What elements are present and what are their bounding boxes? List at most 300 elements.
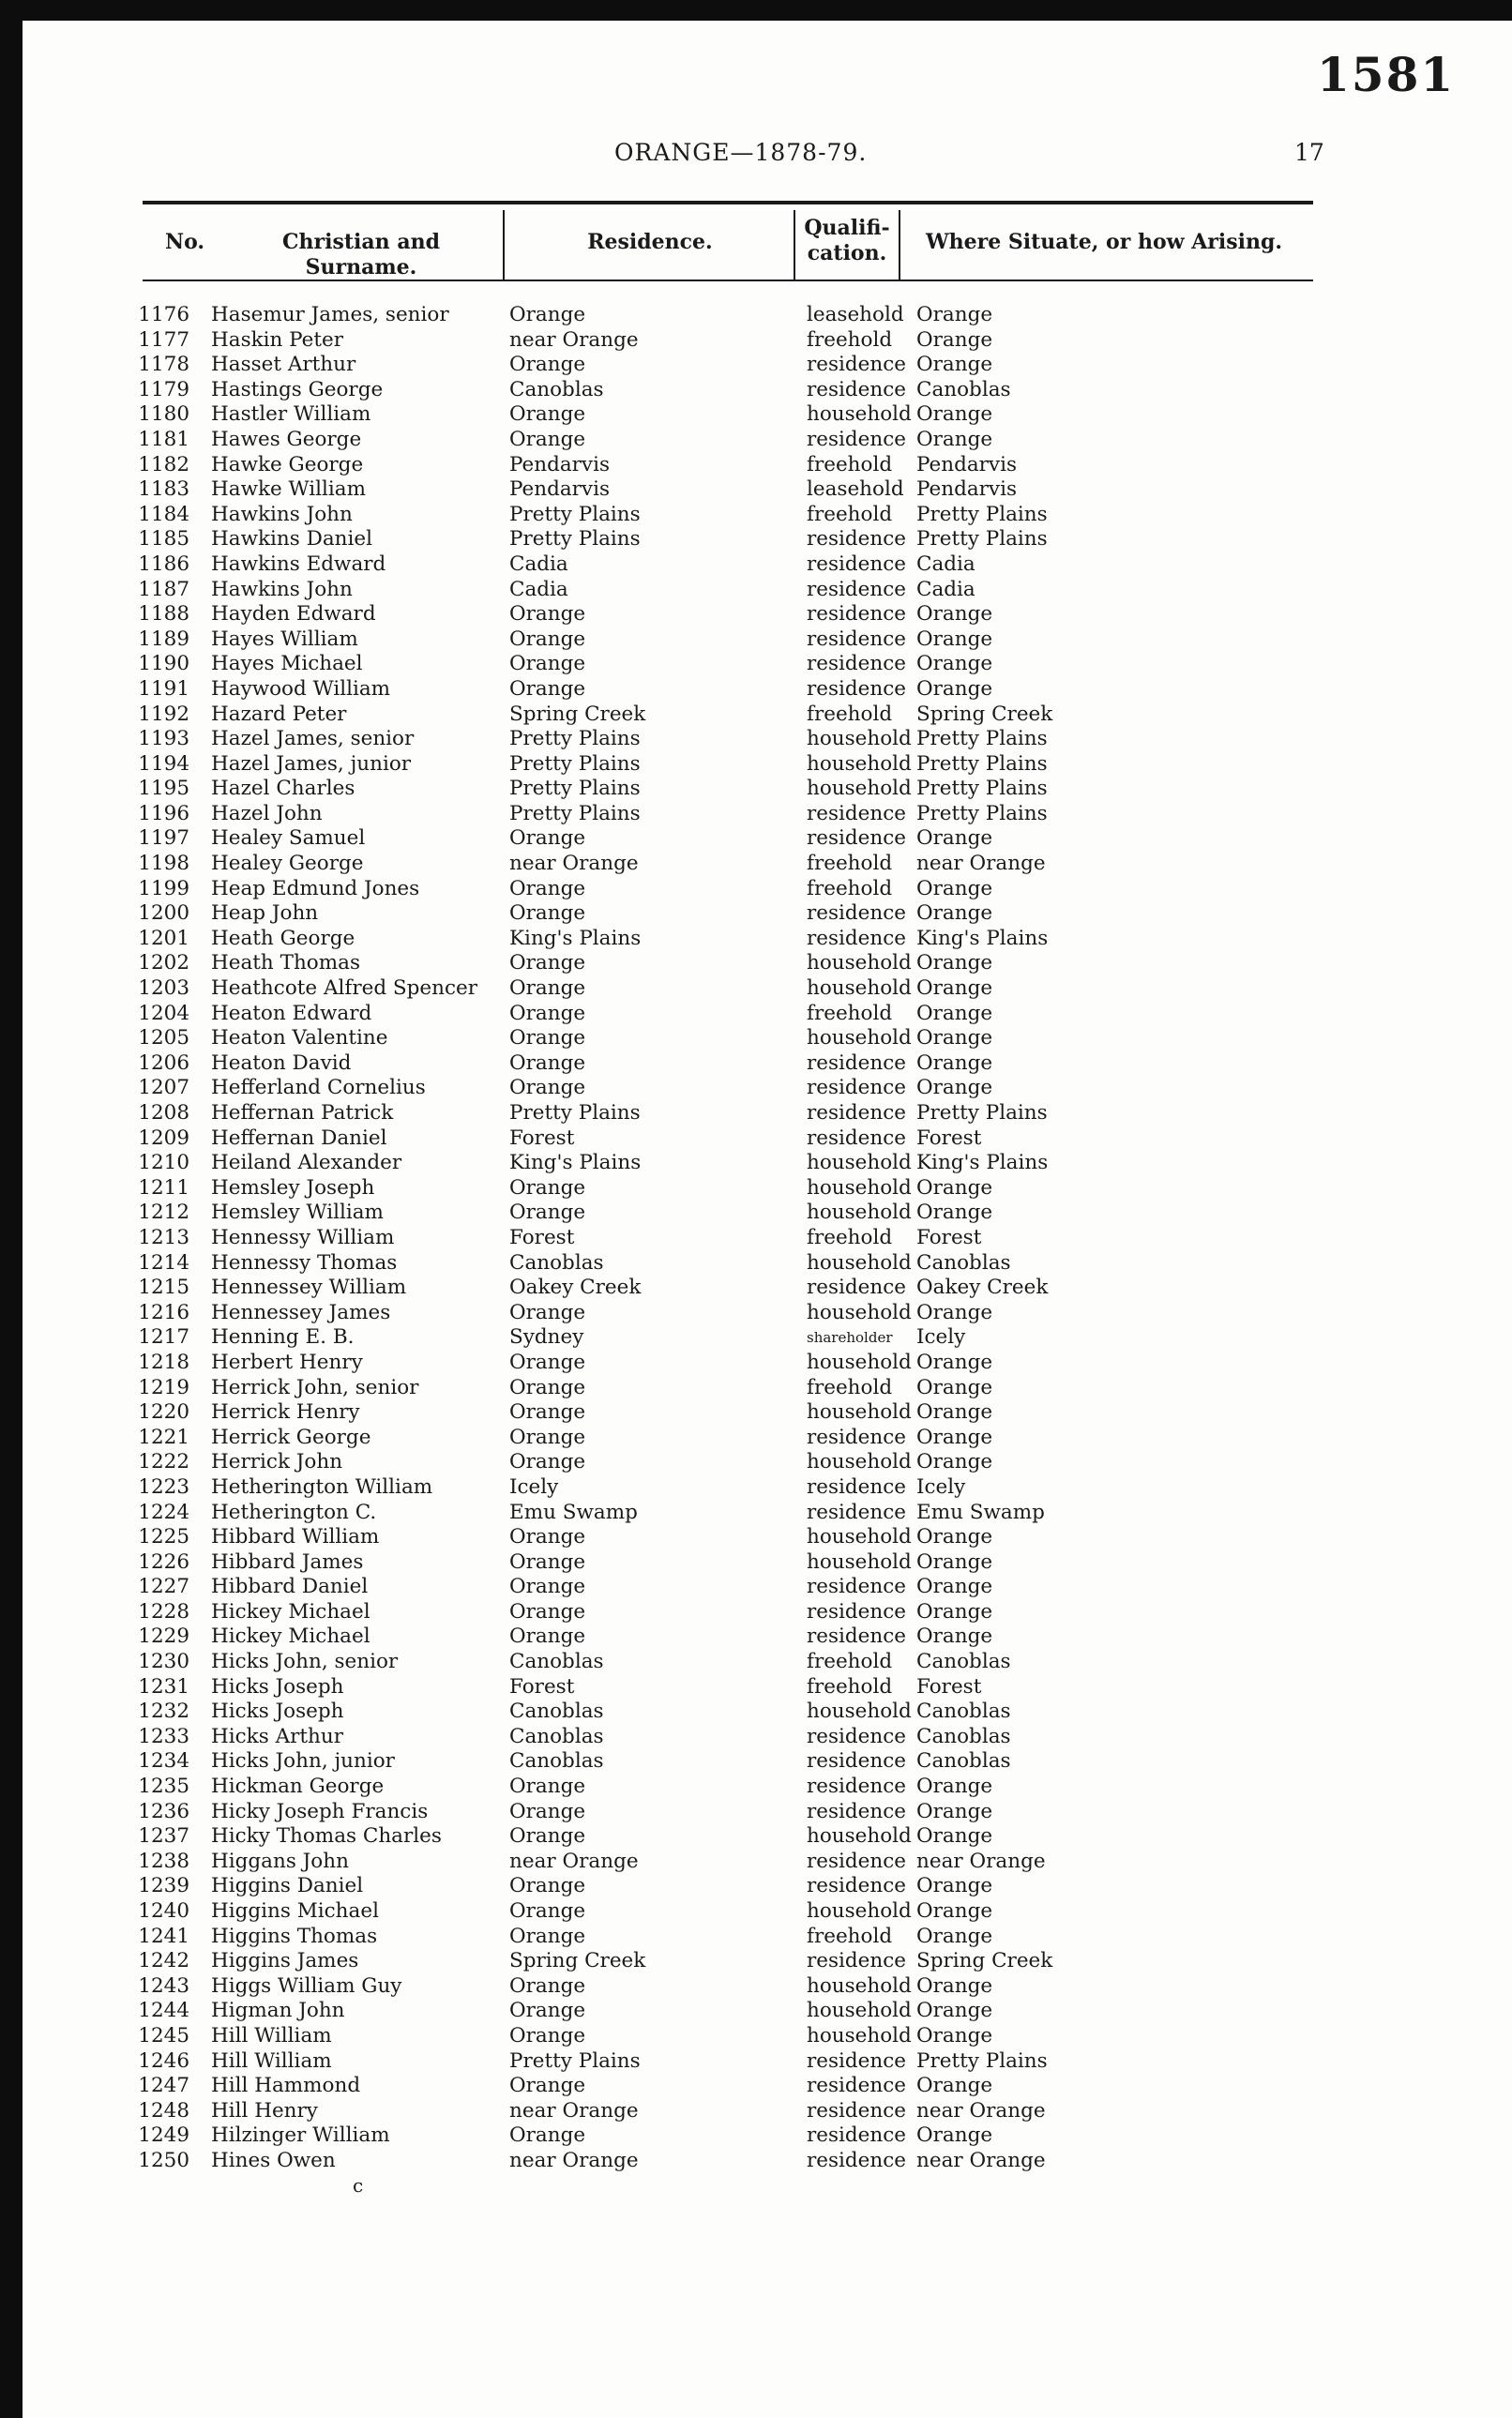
entry-number: 1230 bbox=[138, 1650, 189, 1674]
entry-qualification: household bbox=[807, 1899, 912, 1923]
entry-number: 1189 bbox=[138, 627, 189, 651]
entry-name: Hibbard James bbox=[211, 1549, 364, 1574]
entry-qualification: residence bbox=[807, 801, 907, 825]
table-row bbox=[0, 328, 1512, 354]
entry-where-situate: Oakey Creek bbox=[916, 1276, 1049, 1300]
table-row bbox=[0, 1126, 1512, 1152]
entry-qualification: residence bbox=[807, 1599, 907, 1624]
entry-residence: Orange bbox=[509, 1001, 586, 1025]
entry-name: Hayes William bbox=[211, 627, 358, 651]
entry-where-situate: Orange bbox=[916, 1549, 993, 1574]
entry-number: 1238 bbox=[138, 1849, 189, 1873]
entry-number: 1225 bbox=[138, 1525, 189, 1549]
entry-qualification: residence bbox=[807, 1625, 907, 1649]
entry-name: Hicks John, senior bbox=[211, 1650, 399, 1674]
entry-qualification: residence bbox=[807, 552, 907, 576]
entry-number: 1212 bbox=[138, 1201, 189, 1225]
entry-qualification: household bbox=[807, 1175, 912, 1200]
table-row bbox=[0, 1026, 1512, 1051]
table-row bbox=[0, 1625, 1512, 1650]
table-row bbox=[0, 2074, 1512, 2099]
table-row bbox=[0, 777, 1512, 802]
entry-qualification: residence bbox=[807, 1276, 907, 1300]
table-row bbox=[0, 1501, 1512, 1526]
table-row bbox=[0, 627, 1512, 653]
entry-where-situate: Orange bbox=[916, 2023, 993, 2048]
entry-name: Hicks Arthur bbox=[211, 1724, 343, 1748]
entry-number: 1232 bbox=[138, 1700, 189, 1724]
entry-residence: Orange bbox=[509, 1575, 586, 1599]
entry-name: Higgans John bbox=[211, 1849, 349, 1873]
entry-where-situate: Orange bbox=[916, 1175, 993, 1200]
entry-where-situate: Pendarvis bbox=[916, 477, 1017, 502]
entry-name: Hennessey James bbox=[211, 1300, 391, 1324]
entry-residence: Orange bbox=[509, 1350, 586, 1374]
entry-where-situate: Orange bbox=[916, 1625, 993, 1649]
table-row bbox=[0, 703, 1512, 728]
entry-where-situate: Orange bbox=[916, 303, 993, 326]
entry-residence: Oakey Creek bbox=[509, 1276, 642, 1300]
entry-where-situate: Pretty Plains bbox=[916, 777, 1048, 801]
entry-name: Hill William bbox=[211, 2023, 332, 2048]
entry-name: Hickey Michael bbox=[211, 1625, 370, 1649]
entry-where-situate: Orange bbox=[916, 1375, 993, 1399]
entry-qualification: household bbox=[807, 751, 912, 776]
entry-residence: King's Plains bbox=[509, 926, 642, 950]
entry-where-situate: Orange bbox=[916, 1400, 993, 1425]
entry-residence: Forest bbox=[509, 1126, 575, 1150]
entry-qualification: residence bbox=[807, 826, 907, 851]
entry-number: 1220 bbox=[138, 1400, 189, 1425]
entry-name: Hickey Michael bbox=[211, 1599, 370, 1624]
entry-where-situate: Pendarvis bbox=[916, 452, 1017, 476]
table-row bbox=[0, 1899, 1512, 1925]
entry-qualification: household bbox=[807, 1549, 912, 1574]
entry-qualification: household bbox=[807, 951, 912, 975]
entry-number: 1197 bbox=[138, 826, 189, 851]
entry-where-situate: Pretty Plains bbox=[916, 751, 1048, 776]
entry-where-situate: Orange bbox=[916, 876, 993, 900]
entry-residence: Orange bbox=[509, 1026, 586, 1050]
table-row bbox=[0, 1725, 1512, 1750]
table-top-rule bbox=[143, 201, 1313, 204]
entry-qualification: residence bbox=[807, 577, 907, 601]
entry-where-situate: Orange bbox=[916, 1824, 993, 1849]
entry-number: 1186 bbox=[138, 552, 189, 576]
entry-name: Hazel James, junior bbox=[211, 751, 412, 776]
entry-where-situate: Orange bbox=[916, 1599, 993, 1624]
entry-name: Heffernan Patrick bbox=[211, 1101, 394, 1125]
entry-number: 1234 bbox=[138, 1749, 189, 1774]
table-row bbox=[0, 901, 1512, 927]
entry-name: Hawkins John bbox=[211, 577, 353, 601]
table-row bbox=[0, 1650, 1512, 1675]
entry-number: 1235 bbox=[138, 1775, 189, 1799]
entry-number: 1202 bbox=[138, 951, 189, 975]
entry-where-situate: Orange bbox=[916, 427, 993, 451]
entry-where-situate: Cadia bbox=[916, 552, 975, 576]
entry-number: 1183 bbox=[138, 477, 189, 502]
entry-number: 1208 bbox=[138, 1101, 189, 1125]
entry-name: Heath Thomas bbox=[211, 951, 360, 975]
entry-number: 1184 bbox=[138, 502, 189, 526]
entry-number: 1191 bbox=[138, 676, 189, 701]
table-row bbox=[0, 1450, 1512, 1475]
entry-name: Hickman George bbox=[211, 1775, 385, 1799]
column-header-qualification-line2: cation. bbox=[807, 241, 887, 265]
entry-residence: Orange bbox=[509, 1400, 586, 1425]
entry-residence: Forest bbox=[509, 1225, 575, 1249]
entry-qualification: residence bbox=[807, 627, 907, 651]
table-row bbox=[0, 1575, 1512, 1600]
entry-residence: Orange bbox=[509, 652, 586, 676]
entry-residence: Orange bbox=[509, 951, 586, 975]
entry-qualification: residence bbox=[807, 1050, 907, 1075]
table-row bbox=[0, 477, 1512, 503]
entry-qualification: residence bbox=[807, 527, 907, 552]
entry-number: 1240 bbox=[138, 1899, 189, 1923]
entry-qualification: freehold bbox=[807, 452, 893, 476]
entry-number: 1194 bbox=[138, 751, 189, 776]
entry-where-situate: near Orange bbox=[916, 1849, 1046, 1873]
entry-where-situate: Pretty Plains bbox=[916, 1101, 1048, 1125]
entry-number: 1213 bbox=[138, 1225, 189, 1249]
entry-qualification: residence bbox=[807, 1101, 907, 1125]
entry-name: Hill Hammond bbox=[211, 2074, 361, 2098]
entry-number: 1177 bbox=[138, 327, 189, 352]
entry-name: Hawes George bbox=[211, 427, 362, 451]
entry-name: Higgins Michael bbox=[211, 1899, 379, 1923]
entry-qualification: household bbox=[807, 1250, 912, 1275]
entry-where-situate: Cadia bbox=[916, 577, 975, 601]
entry-residence: Orange bbox=[509, 1775, 586, 1799]
entry-where-situate: Forest bbox=[916, 1126, 982, 1150]
entry-number: 1250 bbox=[138, 2148, 189, 2172]
entry-residence: Orange bbox=[509, 1799, 586, 1823]
entry-name: Haywood William bbox=[211, 676, 391, 701]
table-row bbox=[0, 1824, 1512, 1850]
entry-where-situate: Pretty Plains bbox=[916, 502, 1048, 526]
entry-where-situate: near Orange bbox=[916, 2148, 1046, 2172]
entry-number: 1214 bbox=[138, 1250, 189, 1275]
entry-where-situate: Orange bbox=[916, 1026, 993, 1050]
entry-where-situate: Pretty Plains bbox=[916, 527, 1048, 552]
entry-qualification: residence bbox=[807, 427, 907, 451]
entry-name: Heap John bbox=[211, 901, 319, 926]
entry-residence: Pretty Plains bbox=[509, 751, 641, 776]
entry-residence: Spring Creek bbox=[509, 702, 646, 726]
entry-residence: Orange bbox=[509, 1450, 586, 1474]
entry-where-situate: Orange bbox=[916, 1575, 993, 1599]
entry-number: 1233 bbox=[138, 1724, 189, 1748]
column-header-where: Where Situate, or how Arising. bbox=[925, 230, 1283, 254]
entry-qualification: household bbox=[807, 1201, 912, 1225]
table-row bbox=[0, 1426, 1512, 1451]
entry-where-situate: Orange bbox=[916, 1775, 993, 1799]
entry-where-situate: Pretty Plains bbox=[916, 2048, 1048, 2073]
entry-residence: Canoblas bbox=[509, 1650, 604, 1674]
entry-qualification: freehold bbox=[807, 1674, 893, 1699]
entry-name: Hawke William bbox=[211, 477, 366, 502]
entry-name: Hasemur James, senior bbox=[211, 303, 449, 326]
entry-residence: Orange bbox=[509, 427, 586, 451]
entry-residence: Orange bbox=[509, 876, 586, 900]
entry-name: Hayes Michael bbox=[211, 652, 363, 676]
entry-qualification: residence bbox=[807, 1749, 907, 1774]
entry-residence: Canoblas bbox=[509, 377, 604, 401]
entry-name: Hasset Arthur bbox=[211, 353, 356, 377]
table-row bbox=[0, 602, 1512, 627]
entry-name: Heaton Valentine bbox=[211, 1026, 388, 1050]
entry-name: Hazel John bbox=[211, 801, 323, 825]
entry-qualification: freehold bbox=[807, 1225, 893, 1249]
page-stamp-number: 1581 bbox=[1317, 47, 1456, 102]
entry-residence: Orange bbox=[509, 1175, 586, 1200]
entry-number: 1181 bbox=[138, 427, 189, 451]
table-row bbox=[0, 1251, 1512, 1277]
table-row bbox=[0, 1749, 1512, 1775]
table-row bbox=[0, 1226, 1512, 1251]
entry-number: 1248 bbox=[138, 2098, 189, 2123]
entry-name: Hazel Charles bbox=[211, 777, 355, 801]
entry-residence: Forest bbox=[509, 1674, 575, 1699]
entry-name: Higgs William Guy bbox=[211, 1973, 402, 1998]
entry-residence: Canoblas bbox=[509, 1250, 604, 1275]
entry-name: Heaton Edward bbox=[211, 1001, 372, 1025]
entry-where-situate: Orange bbox=[916, 1350, 993, 1374]
table-row bbox=[0, 1675, 1512, 1700]
entry-number: 1193 bbox=[138, 727, 189, 751]
entry-qualification: residence bbox=[807, 377, 907, 401]
entry-qualification: residence bbox=[807, 652, 907, 676]
entry-number: 1215 bbox=[138, 1276, 189, 1300]
entry-qualification: residence bbox=[807, 1575, 907, 1599]
entry-number: 1196 bbox=[138, 801, 189, 825]
entry-name: Herrick George bbox=[211, 1425, 371, 1449]
entry-qualification: residence bbox=[807, 901, 907, 926]
entry-residence: Orange bbox=[509, 2074, 586, 2098]
table-row bbox=[0, 2049, 1512, 2075]
table-row bbox=[0, 677, 1512, 703]
entry-where-situate: Orange bbox=[916, 2074, 993, 2098]
entry-number: 1187 bbox=[138, 577, 189, 601]
entry-name: Hibbard William bbox=[211, 1525, 380, 1549]
entry-where-situate: Forest bbox=[916, 1674, 982, 1699]
entry-number: 1237 bbox=[138, 1824, 189, 1849]
entry-name: Higgins James bbox=[211, 1949, 359, 1973]
entry-residence: Orange bbox=[509, 1625, 586, 1649]
entry-where-situate: Forest bbox=[916, 1225, 982, 1249]
entry-name: Herrick Henry bbox=[211, 1400, 360, 1425]
entry-number: 1231 bbox=[138, 1674, 189, 1699]
entry-name: Hawkins Edward bbox=[211, 552, 386, 576]
entry-where-situate: Orange bbox=[916, 676, 993, 701]
entry-where-situate: Orange bbox=[916, 602, 993, 627]
entry-name: Healey George bbox=[211, 852, 364, 876]
table-row bbox=[0, 1475, 1512, 1501]
table-row bbox=[0, 1325, 1512, 1351]
table-row bbox=[0, 1925, 1512, 1950]
entry-where-situate: Orange bbox=[916, 1050, 993, 1075]
entry-qualification: household bbox=[807, 1973, 912, 1998]
column-header-qualification bbox=[795, 216, 899, 266]
entry-number: 1185 bbox=[138, 527, 189, 552]
table-row bbox=[0, 1301, 1512, 1326]
entry-number: 1218 bbox=[138, 1350, 189, 1374]
entry-name: Henning E. B. bbox=[211, 1325, 355, 1350]
entry-where-situate: Canoblas bbox=[916, 377, 1011, 401]
entry-qualification: household bbox=[807, 976, 912, 1001]
table-row bbox=[0, 303, 1512, 328]
entry-name: Higman John bbox=[211, 1999, 345, 2023]
entry-qualification: household bbox=[807, 1999, 912, 2023]
entry-name: Hawkins John bbox=[211, 502, 353, 526]
entry-name: Higgins Thomas bbox=[211, 1924, 378, 1948]
entry-residence: Orange bbox=[509, 976, 586, 1001]
entry-where-situate: Orange bbox=[916, 627, 993, 651]
entry-number: 1247 bbox=[138, 2074, 189, 2098]
entry-residence: Orange bbox=[509, 1874, 586, 1898]
entry-where-situate: Canoblas bbox=[916, 1700, 1011, 1724]
entry-name: Hicks Joseph bbox=[211, 1674, 344, 1699]
column-header-qualification-line1: Qualifi- bbox=[804, 216, 890, 240]
entry-qualification: freehold bbox=[807, 1924, 893, 1948]
entry-residence: near Orange bbox=[509, 2098, 639, 2123]
entry-residence: Pretty Plains bbox=[509, 1101, 641, 1125]
table-row bbox=[0, 2024, 1512, 2049]
entry-where-situate: Orange bbox=[916, 1001, 993, 1025]
table-row bbox=[0, 802, 1512, 827]
entry-number: 1198 bbox=[138, 852, 189, 876]
table-row bbox=[0, 1276, 1512, 1301]
entry-where-situate: Orange bbox=[916, 1076, 993, 1100]
entry-qualification: residence bbox=[807, 1126, 907, 1150]
folio-number: 17 bbox=[1294, 139, 1324, 166]
entry-name: Herrick John, senior bbox=[211, 1375, 419, 1399]
entry-residence: Orange bbox=[509, 1549, 586, 1574]
entry-residence: Orange bbox=[509, 1824, 586, 1849]
table-row bbox=[0, 527, 1512, 552]
entry-number: 1192 bbox=[138, 702, 189, 726]
table-row bbox=[0, 1775, 1512, 1800]
entry-name: Hastings George bbox=[211, 377, 384, 401]
entry-qualification: household bbox=[807, 2023, 912, 2048]
table-row bbox=[0, 951, 1512, 976]
entry-qualification: household bbox=[807, 402, 912, 427]
entry-number: 1190 bbox=[138, 652, 189, 676]
entry-where-situate: Canoblas bbox=[916, 1724, 1011, 1748]
entry-number: 1226 bbox=[138, 1549, 189, 1574]
entry-number: 1182 bbox=[138, 452, 189, 476]
entry-name: Hicks Joseph bbox=[211, 1700, 344, 1724]
entry-residence: near Orange bbox=[509, 1849, 639, 1873]
entry-name: Hennessy Thomas bbox=[211, 1250, 398, 1275]
entry-residence: Pretty Plains bbox=[509, 777, 641, 801]
entry-where-situate: Orange bbox=[916, 402, 993, 427]
entry-name: Haskin Peter bbox=[211, 327, 344, 352]
entry-qualification: household bbox=[807, 1824, 912, 1849]
entry-name: Hicks John, junior bbox=[211, 1749, 395, 1774]
entry-residence: Orange bbox=[509, 627, 586, 651]
entry-name: Hill Henry bbox=[211, 2098, 318, 2123]
entry-where-situate: Orange bbox=[916, 1799, 993, 1823]
table-row bbox=[0, 1176, 1512, 1201]
entry-number: 1200 bbox=[138, 901, 189, 926]
entry-number: 1207 bbox=[138, 1076, 189, 1100]
entry-qualification: household bbox=[807, 727, 912, 751]
entry-qualification: household bbox=[807, 1026, 912, 1050]
entry-where-situate: Orange bbox=[916, 2123, 993, 2148]
entry-name: Heiland Alexander bbox=[211, 1151, 402, 1175]
entry-number: 1221 bbox=[138, 1425, 189, 1449]
entry-residence: Orange bbox=[509, 1973, 586, 1998]
entry-residence: Orange bbox=[509, 1999, 586, 2023]
entry-qualification: leasehold bbox=[807, 477, 904, 502]
entry-residence: Cadia bbox=[509, 577, 568, 601]
scan-top-border bbox=[0, 0, 1512, 21]
entry-number: 1180 bbox=[138, 402, 189, 427]
entry-name: Hazard Peter bbox=[211, 702, 347, 726]
table-row bbox=[0, 378, 1512, 403]
entry-where-situate: Pretty Plains bbox=[916, 801, 1048, 825]
entry-residence: Orange bbox=[509, 1201, 586, 1225]
entry-qualification: residence bbox=[807, 1874, 907, 1898]
table-row bbox=[0, 1850, 1512, 1875]
entry-residence: Cadia bbox=[509, 552, 568, 576]
entry-where-situate: Orange bbox=[916, 1999, 993, 2023]
entry-residence: Orange bbox=[509, 826, 586, 851]
entry-qualification: residence bbox=[807, 1076, 907, 1100]
entry-qualification: residence bbox=[807, 676, 907, 701]
entry-qualification: residence bbox=[807, 1500, 907, 1524]
entry-residence: Canoblas bbox=[509, 1700, 604, 1724]
table-row bbox=[0, 1999, 1512, 2024]
table-row bbox=[0, 353, 1512, 378]
entry-residence: Orange bbox=[509, 1899, 586, 1923]
entry-where-situate: Icely bbox=[916, 1474, 966, 1499]
entry-where-situate: near Orange bbox=[916, 2098, 1046, 2123]
entry-qualification: residence bbox=[807, 2048, 907, 2073]
entry-name: Healey Samuel bbox=[211, 826, 366, 851]
entry-residence: Orange bbox=[509, 402, 586, 427]
entry-number: 1211 bbox=[138, 1175, 189, 1200]
entry-qualification: household bbox=[807, 1450, 912, 1474]
entry-residence: Emu Swamp bbox=[509, 1500, 638, 1524]
entry-residence: Orange bbox=[509, 1425, 586, 1449]
table-row bbox=[0, 1376, 1512, 1401]
entry-number: 1239 bbox=[138, 1874, 189, 1898]
entry-name: Hawkins Daniel bbox=[211, 527, 372, 552]
table-row bbox=[0, 578, 1512, 603]
entry-name: Heap Edmund Jones bbox=[211, 876, 420, 900]
table-row bbox=[0, 1874, 1512, 1899]
table-row bbox=[0, 1076, 1512, 1101]
entry-number: 1210 bbox=[138, 1151, 189, 1175]
entry-residence: Orange bbox=[509, 1300, 586, 1324]
entry-residence: Canoblas bbox=[509, 1724, 604, 1748]
entry-qualification: residence bbox=[807, 1775, 907, 1799]
entry-number: 1222 bbox=[138, 1450, 189, 1474]
table-row bbox=[0, 852, 1512, 877]
table-row bbox=[0, 877, 1512, 902]
entry-where-situate: Emu Swamp bbox=[916, 1500, 1045, 1524]
header-divider-residence bbox=[503, 210, 505, 280]
table-row bbox=[0, 1051, 1512, 1077]
entry-name: Hastler William bbox=[211, 402, 371, 427]
entry-number: 1176 bbox=[138, 303, 189, 326]
entry-residence: Orange bbox=[509, 901, 586, 926]
table-row bbox=[0, 402, 1512, 428]
